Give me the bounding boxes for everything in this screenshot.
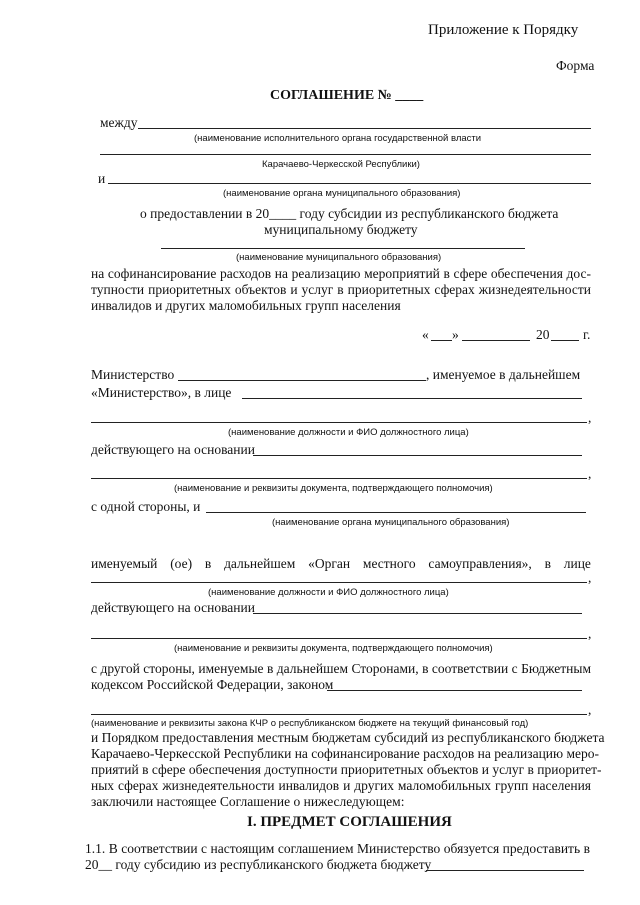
blank-line — [253, 455, 582, 456]
between-label: между — [100, 115, 138, 130]
blank-line — [91, 478, 587, 479]
blank-line — [91, 714, 587, 715]
other-side-paragraph — [91, 661, 591, 693]
section-heading: I. ПРЕДМЕТ СОГЛАШЕНИЯ — [247, 814, 452, 830]
caption-municipal-body-2: (наименование органа муниципального образования) — [272, 517, 510, 528]
blank-line — [108, 183, 591, 184]
blank-line — [91, 638, 587, 639]
purpose-line: инвалидов и других маломобильных групп населения — [91, 298, 401, 313]
named-word: в — [544, 556, 551, 571]
blank-line — [426, 870, 584, 871]
named-word: «Орган — [308, 556, 351, 571]
order-line: и Порядком предоставления местным бюджетам субсидий из республиканского бюджета — [91, 730, 605, 745]
section1-line: 20__ году субсидию из республиканского бюджета бюджету — [85, 857, 432, 872]
named-word: именуемый — [91, 556, 158, 571]
order-line: заключили настоящее Соглашение о нижеследующем: — [91, 794, 405, 809]
date-quote-close: » — [452, 327, 459, 342]
caption-exec-body: (наименование исполнительного органа государственной власти — [194, 133, 482, 144]
date-month-blank — [462, 340, 530, 341]
caption-document-2: (наименование и реквизиты документа, подтверждающего полномочия) — [174, 643, 493, 654]
blank-line — [100, 154, 591, 155]
named-word: самоуправления», — [428, 556, 532, 571]
blank-line — [138, 128, 591, 129]
acting-basis-label: действующего на основании — [91, 442, 255, 457]
caption-region: Карачаево-Черкесской Республики) — [262, 159, 420, 170]
date-day-blank — [431, 340, 452, 341]
line-comma: , — [588, 702, 592, 717]
blank-line — [206, 512, 586, 513]
line-comma: , — [588, 570, 592, 585]
blank-line — [91, 582, 587, 583]
caption-municipality: (наименование муниципального образования) — [236, 252, 442, 263]
caption-position-2: (наименование должности и ФИО должностного лица) — [208, 587, 449, 598]
blank-line — [253, 613, 582, 614]
order-line: приятий в сфере обеспечения доступности приоритетных объектов и услуг в приоритет- — [91, 762, 602, 777]
line-comma: , — [588, 410, 592, 425]
date-year-prefix: 20 — [536, 327, 550, 342]
order-line: Карачаево-Черкесской Республики на софинансирование расходов на реализацию меро- — [91, 746, 600, 761]
other-side-line: с другой стороны, именуемые в дальнейшем Сторонами, в соответствии с Бюджетным — [91, 661, 591, 676]
order-paragraph — [91, 730, 605, 810]
ministry-quote: «Министерство», в лице — [91, 385, 232, 400]
date-year-suffix: г. — [583, 327, 591, 342]
caption-municipal-body: (наименование органа муниципального образования) — [223, 188, 461, 199]
one-side-label: с одной стороны, и — [91, 499, 201, 514]
subsidy-line-2: муниципальному бюджету — [264, 222, 418, 237]
hereinafter-text: , именуемое в дальнейшем — [426, 367, 581, 382]
section1-line: 1.1. В соответствии с настоящим соглашением Министерство обязуется предоставить в — [85, 841, 590, 856]
purpose-line: на софинансирование расходов на реализацию мероприятий в сфере обеспечения дос- — [91, 266, 591, 281]
acting-basis-label-2: действующего на основании — [91, 600, 255, 615]
form-label: Форма — [556, 58, 595, 73]
line-comma: , — [588, 466, 592, 481]
named-word: (ое) — [170, 556, 193, 571]
section1-paragraph — [85, 841, 590, 873]
line-comma: , — [588, 626, 592, 641]
appendix-label: Приложение к Порядку — [428, 22, 579, 38]
named-as-line — [91, 556, 591, 572]
date-year-blank — [551, 340, 579, 341]
blank-line — [161, 248, 525, 249]
named-word: местного — [362, 556, 416, 571]
named-word: лице — [563, 556, 591, 571]
subsidy-line-1: о предоставлении в 20____ году субсидии из республиканского бюджета — [140, 206, 559, 221]
order-line: ных сферах жизнедеятельности инвалидов и других маломобильных групп населения — [91, 778, 591, 793]
blank-line — [178, 380, 426, 381]
ministry-label: Министерство — [91, 367, 175, 382]
purpose-line: тупности приоритетных объектов и услуг в приоритетных сферах жизнедеятельности — [91, 282, 591, 297]
other-side-line: кодексом Российской Федерации, законом — [91, 677, 334, 692]
date-quote-open: « — [422, 327, 429, 342]
blank-line — [91, 422, 587, 423]
purpose-paragraph — [91, 266, 591, 314]
caption-law: (наименование и реквизиты закона КЧР о республиканском бюджете на текущий финансовый год) — [91, 718, 529, 729]
blank-line — [327, 690, 582, 691]
blank-line — [242, 398, 582, 399]
agreement-title: СОГЛАШЕНИЕ № ____ — [270, 88, 424, 103]
caption-position: (наименование должности и ФИО должностного лица) — [228, 427, 469, 438]
named-word: дальнейшем — [224, 556, 296, 571]
and-label: и — [98, 171, 106, 186]
named-word: в — [204, 556, 212, 571]
caption-document: (наименование и реквизиты документа, подтверждающего полномочия) — [174, 483, 493, 494]
